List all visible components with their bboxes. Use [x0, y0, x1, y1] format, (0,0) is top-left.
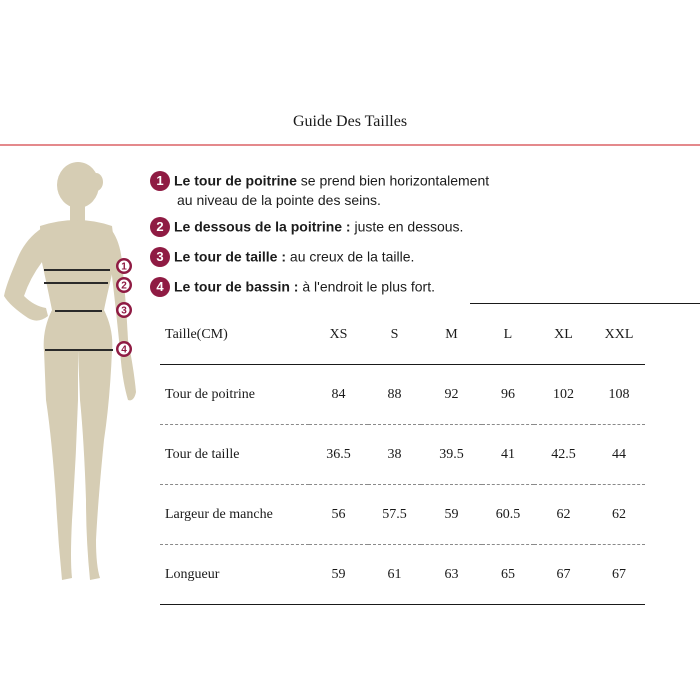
- table-cell: 65: [482, 545, 534, 605]
- instruction-term: Le dessous de la poitrine :: [174, 218, 351, 235]
- table-row: [160, 425, 700, 485]
- instruction-text: au creux de la taille.: [286, 248, 415, 265]
- row-label: Tour de poitrine: [160, 365, 309, 425]
- svg-text:4: 4: [121, 344, 127, 356]
- table-cell: 61: [368, 545, 421, 605]
- instruction-text: juste en dessous.: [350, 218, 464, 235]
- instruction-waist: [150, 248, 414, 268]
- marker-2: [116, 277, 132, 293]
- row-label: Longueur: [160, 545, 309, 605]
- header-cell-size: XS: [309, 305, 368, 365]
- table-row: [160, 365, 700, 425]
- number-badge: 4: [150, 277, 170, 297]
- instruction-bust: [150, 172, 489, 208]
- table-cell: 36.5: [309, 425, 368, 485]
- table-cell: 59: [421, 485, 482, 545]
- table-cell: 44: [593, 425, 645, 485]
- table-cell: 84: [309, 365, 368, 425]
- row-label: Tour de taille: [160, 425, 309, 485]
- row-label: Largeur de manche: [160, 485, 309, 545]
- table-header-row: [160, 305, 700, 365]
- marker-4: [116, 341, 132, 357]
- header-cell-size: L: [482, 305, 534, 365]
- page-title: Guide Des Tailles: [292, 113, 408, 130]
- instruction-text: à l'endroit le plus fort.: [298, 278, 435, 295]
- instruction-underbust: [150, 218, 463, 238]
- number-badge: 1: [150, 171, 170, 191]
- table-cell: 96: [482, 365, 534, 425]
- table-cell: 92: [421, 365, 482, 425]
- table-cell: 62: [593, 485, 645, 545]
- instruction-term: Le tour de taille :: [174, 248, 287, 265]
- instruction-term: Le tour de poitrine: [174, 172, 297, 189]
- table-cell: 42.5: [534, 425, 593, 485]
- svg-text:3: 3: [121, 305, 127, 317]
- table-cell: 62: [534, 485, 593, 545]
- table-top-divider: [470, 303, 700, 304]
- table-cell: 56: [309, 485, 368, 545]
- header-cell-size: S: [368, 305, 421, 365]
- title-divider: [0, 144, 700, 146]
- table-cell: 39.5: [421, 425, 482, 485]
- instruction-text-continued: au niveau de la pointe des seins.: [177, 192, 381, 208]
- table-row: [160, 545, 700, 605]
- header-cell-label: Taille(CM): [160, 305, 309, 365]
- instruction-term: Le tour de bassin :: [174, 278, 299, 295]
- table-cell: 88: [368, 365, 421, 425]
- svg-text:1: 1: [121, 261, 127, 273]
- header-cell-size: XXL: [593, 305, 645, 365]
- table-cell: 41: [482, 425, 534, 485]
- table-cell: 59: [309, 545, 368, 605]
- table-cell: 102: [534, 365, 593, 425]
- table-cell: 67: [534, 545, 593, 605]
- table-cell: 67: [593, 545, 645, 605]
- marker-1: [116, 258, 132, 274]
- table-cell: 108: [593, 365, 645, 425]
- marker-3: [116, 302, 132, 318]
- instruction-text: se prend bien horizontalement: [296, 172, 490, 189]
- table-cell: 57.5: [368, 485, 421, 545]
- number-badge: 3: [150, 247, 170, 267]
- svg-text:2: 2: [121, 280, 127, 292]
- body-silhouette: [0, 150, 150, 590]
- table-cell: 63: [421, 545, 482, 605]
- size-table: [160, 305, 700, 605]
- instruction-hips: [150, 278, 435, 298]
- table-cell: 60.5: [482, 485, 534, 545]
- header-cell-size: M: [421, 305, 482, 365]
- number-badge: 2: [150, 217, 170, 237]
- table-cell: 38: [368, 425, 421, 485]
- table-row: [160, 485, 700, 545]
- header-cell-size: XL: [534, 305, 593, 365]
